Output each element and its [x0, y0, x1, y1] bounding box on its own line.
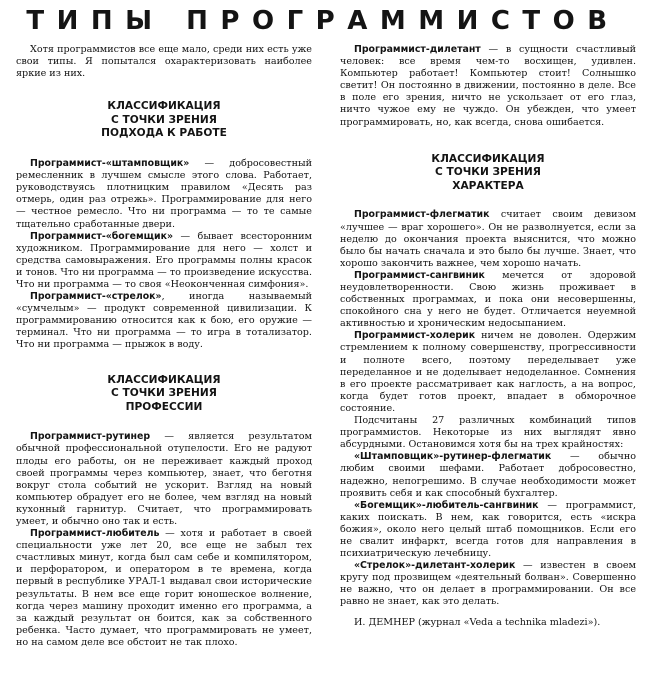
term-bohemian: Программист-«богемщик»	[30, 230, 174, 242]
text-combo-3: — известен в своем кругу под прозвищем «деятельный болван». Совершенно не важно, что он делает в программировании. Он все равно не знает, как это делать.	[340, 560, 636, 608]
term-routiner: Программист-рутинер	[30, 431, 151, 443]
left-column	[16, 44, 312, 649]
paragraph-combo-2	[340, 500, 636, 560]
heading-profession	[16, 374, 312, 415]
paragraph-sanguine	[340, 270, 636, 330]
paragraph-phlegmatic	[340, 209, 636, 269]
text-combo-2: — программист, каких поискать. В нем, как говорится, есть «искра божия», около него целый штаб помощников. Если его не свалит инфаркт, всегда готов для направления в психиатрическую лечебницу.	[340, 499, 636, 560]
heading-line: КЛАССИФИКАЦИЯ	[107, 373, 221, 386]
text-choleric: ничем не доволен. Одержим стремлением к полному совершенству, прогрессивности и полноте всего, поэтому переделывает уже переделанное и не доделывает недоделанное. Сомнения в его проекте рассматривает как наглость, а на вопрос, когда будет готов проект, впадает в обморочное состояние.	[340, 330, 636, 414]
text-shooter: , иногда называемый «сумчелым» — продукт современной цивилизации. К программированию относится как к бою, его оружие — терминал. Что ни программа — то игра в тотализатор. Что ни программа — прыжок в воду.	[16, 291, 312, 351]
term-stamper: Программист-«штамповщик»	[30, 158, 190, 170]
heading-approach	[16, 100, 312, 141]
text-phlegmatic: считает своим девизом «лучшее — враг хорошего». Он не разволнуется, если за неделю до окончания проекта выяснится, что можно было бы начать сначала и это было бы лучше. Знает, что хорошо закончить важнее, чем хорошо начать.	[340, 209, 636, 269]
paragraph-dilettante	[340, 44, 636, 129]
paragraph-combo-3	[340, 560, 636, 608]
heading-line: С ТОЧКИ ЗРЕНИЯ	[111, 113, 217, 126]
heading-line: С ТОЧКИ ЗРЕНИЯ	[435, 166, 541, 179]
term-combo-3: «Стрелок»-дилетант-холерик	[354, 560, 516, 572]
paragraph-choleric	[340, 330, 636, 415]
paragraph-shooter	[16, 291, 312, 351]
heading-line: ПОДХОДА К РАБОТЕ	[101, 127, 227, 140]
heading-line: ПРОФЕССИИ	[125, 400, 203, 413]
text-combo-1: — обычно любим своими шефами. Работает добросовестно, надежно, непогрешимо. В случае необходимости может проявить себя и как способный бухгалтер.	[340, 451, 636, 499]
heading-line: КЛАССИФИКАЦИЯ	[431, 152, 545, 165]
text-routiner: — является результатом обычной профессиональной отупелости. Его не радуют плоды его работы, он не переживает каждый проход своей программы через компьютер, знает, что беготня вокруг стола событий не ускорит. Взгляд на новый компьютер обрадует его не более, чем взгляд на новый кухонный гарнитур. Считает, что программировать умеет, и обычно оно так и есть.	[16, 431, 312, 527]
term-shooter: Программист-«стрелок»	[30, 291, 162, 303]
term-phlegmatic: Программист-флегматик	[354, 209, 490, 221]
paragraph-combinations-intro: Подсчитаны 27 различных комбинаций типов программистов. Некоторые из них выглядят явно абсурдными. Остановимся хотя бы на трех крайностях:	[340, 415, 636, 451]
term-combo-1: «Штамповщик»-рутинер-флегматик	[354, 451, 552, 463]
term-sanguine: Программист-сангвиник	[354, 269, 485, 281]
text-amateur: — хотя и работает в своей специальности уже лет 20, все еще не забыл тех счастливых минут, когда был сам себе и компилятором, и перфоратором, и оператором в те времена, когда первый в республике УРАЛ-1 выдавал свои исторические результаты. В нем все еще горит юношеское волнение, когда через машину проходит именно его программа, а за каждый результат он боится, как за собственного ребенка. Часто думает, что программировать не умеет, но на самом деле все обстоит не так плохо.	[16, 528, 312, 648]
heading-character	[340, 153, 636, 194]
text-stamper: — добросовестный ремесленник в лучшем смысле этого слова. Работает, руководствуясь плотницким правилом «Десять раз отмерь, один раз отрежь». Программирование для него — честное ремесло. Что ни программа — то те самые тщательно сработанные двери.	[16, 158, 312, 230]
text-sanguine: мечется от здоровой неудовлетворенности. Свою жизнь проживает в собственных программах, и пока они несовершенны, спокойного сна у него не будет. Отличается неуемной активностью и хроническим недосыпанием.	[340, 269, 636, 330]
heading-line: ХАРАКТЕРА	[452, 179, 524, 192]
heading-line: КЛАССИФИКАЦИЯ	[107, 100, 221, 113]
intro-paragraph: Хотя программистов все еще мало, среди них есть уже свои типы. Я попытался охарактеризовать наиболее яркие из них.	[16, 44, 312, 80]
paragraph-stamper	[16, 158, 312, 231]
term-amateur: Программист-любитель	[30, 528, 160, 540]
term-choleric: Программист-холерик	[354, 330, 476, 342]
right-column	[340, 44, 636, 629]
text-dilettante: — в сущности счастливый человек: все время чем-то восхищен, удивлен. Компьютер работает! Компьютер стоит! Солнышко светит! Он постоянно в движении, постоянно в деле. Все в поле его зрения, ничто не ускользает от его глаз, ничто чужое ему не чуждо. Он убежден, что умеет программировать, но, как всегда, снова ошибается.	[340, 44, 636, 128]
heading-line: С ТОЧКИ ЗРЕНИЯ	[111, 387, 217, 400]
paragraph-routiner	[16, 431, 312, 528]
term-combo-2: «Богемщик»-любитель-сангвиник	[354, 499, 539, 511]
author-signature: И. ДЕМНЕР (журнал «Veda a technika mladezi»).	[354, 616, 601, 628]
text-bohemian: — бывает всесторонним художником. Программирование для него — холст и средства самовыражения. Его программы полны красок и тонов. Что ни программа — то произведение искусства. Что ни программа — то своя «Неоконченная симфония».	[16, 230, 312, 290]
page-title: ТИПЫ ПРОГРАММИСТОВ	[26, 6, 620, 36]
paragraph-combo-1	[340, 451, 636, 499]
term-dilettante: Программист-дилетант	[354, 44, 481, 55]
paragraph-bohemian	[16, 231, 312, 291]
paragraph-amateur	[16, 528, 312, 649]
